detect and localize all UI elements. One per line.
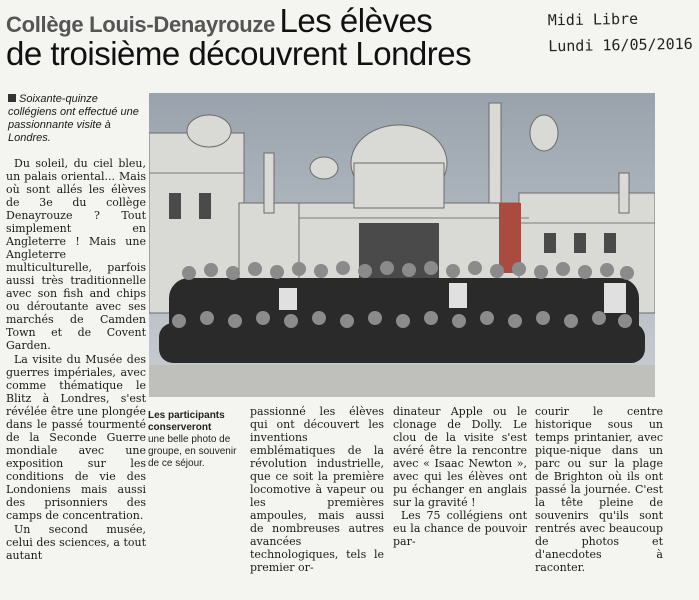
headline-title-part-1: Les élèves bbox=[279, 2, 433, 39]
headline-title-part-2: de troisième découvrent Londres bbox=[6, 35, 472, 72]
headline-kicker: Collège Louis-Denayrouze bbox=[6, 12, 276, 37]
handwritten-source-note bbox=[548, 5, 699, 60]
group-photo bbox=[149, 93, 655, 397]
caption-bold: Les participants conserveront bbox=[148, 410, 225, 433]
caption-rest: une belle photo de groupe, en souvenir de ce séjour. bbox=[148, 434, 237, 469]
col4-paragraph-1: courir le centre historique sous un temps printanier, avec pique-nique dans un parc ou sur la plage de Brighton où ils ont passé la journée. C'est la tête pleine de souvenirs qu'ils sont rentrés avec beaucoup de photos et d'anecdotes à raconter. bbox=[535, 405, 663, 574]
lede-text: Soixante-quinze collégiens ont effectué une passionnante visite à Londres. bbox=[8, 93, 139, 144]
article-lede bbox=[8, 93, 146, 145]
group-photo-illustration bbox=[149, 93, 655, 397]
col3-paragraph-2: Les 75 collégiens ont eu la chance de pouvoir par- bbox=[393, 509, 527, 548]
lede-square-icon bbox=[8, 94, 16, 102]
handwritten-newspaper-name: Midi Libre bbox=[547, 9, 639, 30]
article-header bbox=[6, 4, 546, 72]
handwritten-date: Lundi 16/05/2016 bbox=[548, 34, 693, 56]
col1-paragraph-2: La visite du Musée des guerres impériales, avec comme thématique le Blitz à Londres, s'est révélée être une plongée dans le passé tourmenté de la Seconde Guerre mondiale avec une exposition sur les conditions de vie des Londoniens mais aussi des prisonniers des camps de concentration. bbox=[6, 353, 146, 522]
headline-line-1 bbox=[6, 4, 546, 37]
article-column-1 bbox=[6, 157, 146, 563]
col3-paragraph-1: dinateur Apple ou le clonage de Dolly. Le clou de la visite s'est avéré être la rencontre avec « Isaac Newton », avec qui les élèves ont pu échanger en anglais sur la gravité ! bbox=[393, 405, 527, 509]
photo-caption bbox=[148, 410, 240, 470]
article-column-4 bbox=[535, 405, 663, 574]
col1-paragraph-3: Un second musée, celui des sciences, a tout autant bbox=[6, 523, 146, 562]
col2-paragraph-1: passionné les élèves qui ont découvert les inventions emblématiques de la révolution industrielle, que ce soit la première locomotive à vapeur ou les premières ampoules, mais aussi de nombreuses autres avancées technologiques, tels le premier or- bbox=[250, 405, 384, 574]
article-column-3 bbox=[393, 405, 527, 548]
col1-paragraph-1: Du soleil, du ciel bleu, un palais oriental... Mais où sont allés les élèves de 3e du collège Denayrouze ? Tout simplement en Angleterre ! Mais une Angleterre multiculturelle, parfois aussi très traditionnelle avec son fish and chips ou déroutante avec ses marchés de Camden Town et de Covent Garden. bbox=[6, 157, 146, 352]
article-column-2 bbox=[250, 405, 384, 574]
